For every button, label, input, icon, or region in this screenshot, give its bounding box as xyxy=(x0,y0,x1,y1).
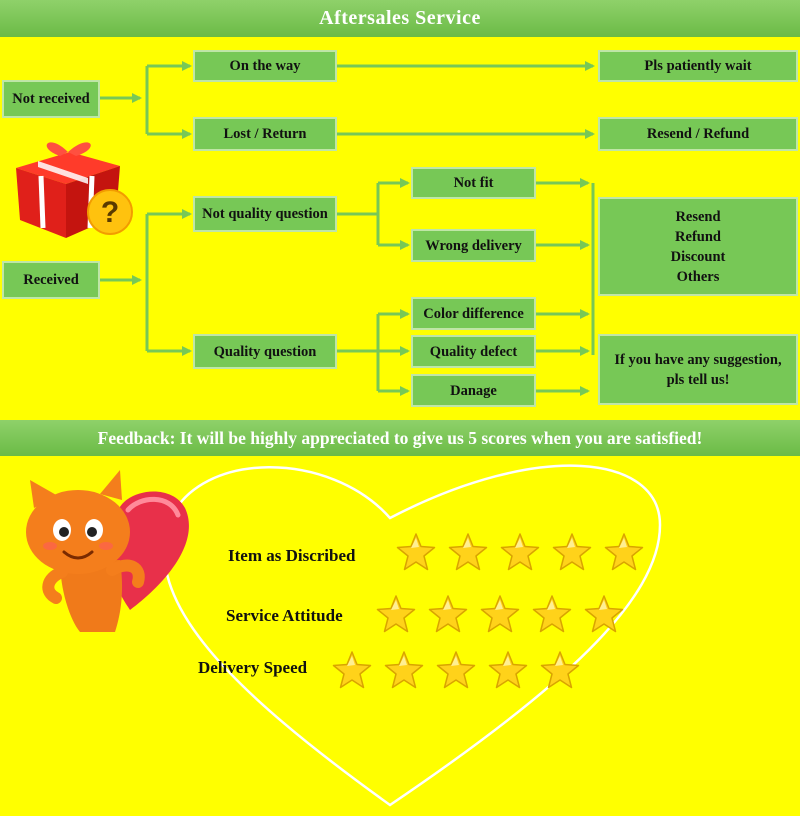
star-icon[interactable] xyxy=(552,532,592,572)
star-icon[interactable] xyxy=(428,594,468,634)
star-icon[interactable] xyxy=(376,594,416,634)
resend-refund-box: Resend / Refund xyxy=(598,117,798,151)
star-icon[interactable] xyxy=(436,650,476,690)
wrong-delivery-box: Wrong delivery xyxy=(411,229,536,262)
star-icon[interactable] xyxy=(500,532,540,572)
rating-label-service: Service Attitude xyxy=(226,606,343,625)
feedback-banner: Feedback: It will be highly appreciated to give us 5 scores when you are satisfied! xyxy=(0,420,800,456)
star-icon[interactable] xyxy=(540,650,580,690)
quality-question-box: Quality question xyxy=(193,334,337,369)
not-quality-question-box: Not quality question xyxy=(193,196,337,232)
suggestion-line-2: pls tell us! xyxy=(666,371,730,388)
star-icon[interactable] xyxy=(396,532,436,572)
star-icon[interactable] xyxy=(604,532,644,572)
rating-stars-item xyxy=(396,532,644,572)
star-icon[interactable] xyxy=(384,650,424,690)
rating-label-delivery: Delivery Speed xyxy=(198,658,308,677)
color-difference-box: Color difference xyxy=(411,297,536,330)
star-icon[interactable] xyxy=(480,594,520,634)
rating-stars-service xyxy=(376,594,624,634)
star-icon[interactable] xyxy=(532,594,572,634)
rating-stars-delivery xyxy=(332,650,580,690)
option-refund: Refund xyxy=(675,228,721,245)
star-icon[interactable] xyxy=(332,650,372,690)
on-the-way-box: On the way xyxy=(193,50,337,82)
option-others: Others xyxy=(676,268,720,285)
option-discount: Discount xyxy=(670,248,726,265)
suggestion-line-1: If you have any suggestion, xyxy=(614,351,782,368)
option-resend: Resend xyxy=(675,208,721,225)
quality-defect-box: Quality defect xyxy=(411,335,536,368)
rating-label-item: Item as Discribed xyxy=(228,546,356,565)
mascot-icon xyxy=(20,460,200,640)
aftersales-title: Aftersales Service xyxy=(0,0,800,37)
not-received-box: Not received xyxy=(2,80,100,118)
not-fit-box: Not fit xyxy=(411,167,536,199)
received-box: Received xyxy=(2,261,100,299)
star-icon[interactable] xyxy=(584,594,624,634)
svg-text:?: ? xyxy=(100,196,120,229)
lost-return-box: Lost / Return xyxy=(193,117,337,151)
pls-wait-box: Pls patiently wait xyxy=(598,50,798,82)
danage-box: Danage xyxy=(411,374,536,407)
star-icon[interactable] xyxy=(488,650,528,690)
star-icon[interactable] xyxy=(448,532,488,572)
